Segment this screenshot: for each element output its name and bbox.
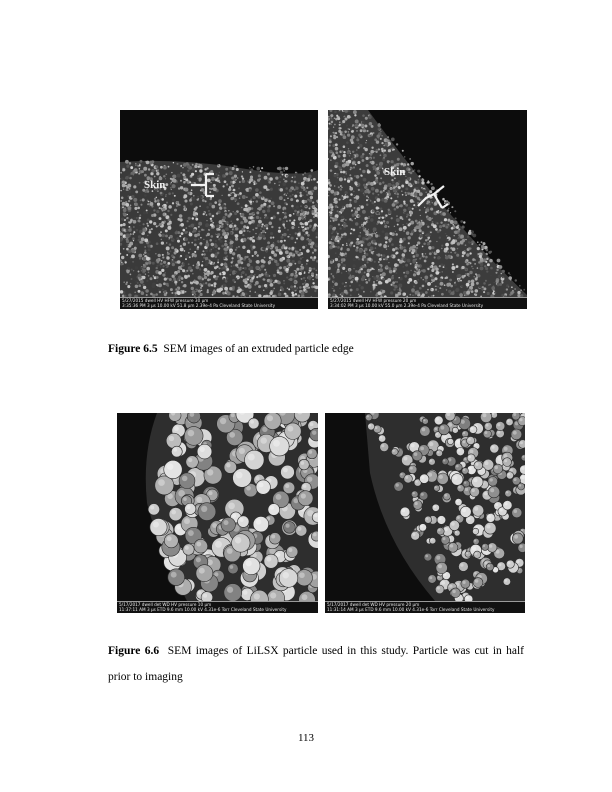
sem-image-extruded-edge-left bbox=[120, 110, 318, 309]
skin-bracket-icon bbox=[414, 176, 454, 216]
skin-annotation: Skin bbox=[144, 179, 166, 191]
sem-databar bbox=[325, 601, 525, 613]
sem-image-lilsx-particle-right bbox=[325, 413, 525, 613]
databar-line-2: 11:31:14 AM 3 µs ETD 9.6 mm 10.00 kV 4.31e-6 Torr Cleveland State University bbox=[327, 607, 495, 612]
sem-databar bbox=[120, 297, 318, 309]
databar-line-2: 3:34:02 PM 3 µs 10.00 kV 55.0 µm 2.39e-4 Pa Cleveland State University bbox=[330, 303, 484, 308]
databar-line-2: 11:37:11 AM 3 µs ETD 9.6 mm 10.00 kV 4.31e-6 Torr Cleveland State University bbox=[119, 607, 287, 612]
databar-line-1: 5/17/2017 dwell det WD HV pressure 20 µm bbox=[327, 602, 420, 607]
figure-label: Figure 6.6 bbox=[108, 645, 160, 657]
figure-6-6-caption bbox=[108, 644, 524, 658]
databar-line-1: 5/27/2015 dwell HV HFW pressure 20 µm bbox=[330, 298, 417, 303]
caption-text: SEM images of an extruded particle edge bbox=[163, 343, 354, 355]
sem-image-extruded-edge-right bbox=[328, 110, 527, 309]
page-number: 113 bbox=[297, 732, 315, 744]
sem-databar bbox=[328, 297, 527, 309]
databar-line-1: 5/27/2015 dwell HV HFW pressure 30 µm bbox=[122, 298, 209, 303]
skin-annotation: Skin bbox=[384, 166, 406, 178]
sem-micrograph bbox=[120, 110, 318, 309]
caption-text-line-2: prior to imaging bbox=[108, 671, 183, 683]
databar-line-2: 3:35:36 PM 3 µs 10.00 kV 51.8 µm 2.39e-4 Pa Cleveland State University bbox=[122, 303, 276, 308]
figure-6-6-caption-continued bbox=[108, 670, 183, 684]
sem-micrograph bbox=[117, 413, 318, 613]
caption-text-line-1: SEM images of LiLSX particle used in this study. Particle was cut in half bbox=[167, 645, 525, 657]
databar-line-1: 5/17/2017 dwell det WD HV pressure 10 µm bbox=[119, 602, 212, 607]
skin-bracket-icon bbox=[188, 170, 228, 200]
figure-label: Figure 6.5 bbox=[108, 343, 158, 355]
sem-databar bbox=[117, 601, 318, 613]
sem-image-lilsx-particle-left bbox=[117, 413, 318, 613]
sem-micrograph bbox=[325, 413, 525, 613]
figure-6-5-caption bbox=[108, 342, 354, 356]
